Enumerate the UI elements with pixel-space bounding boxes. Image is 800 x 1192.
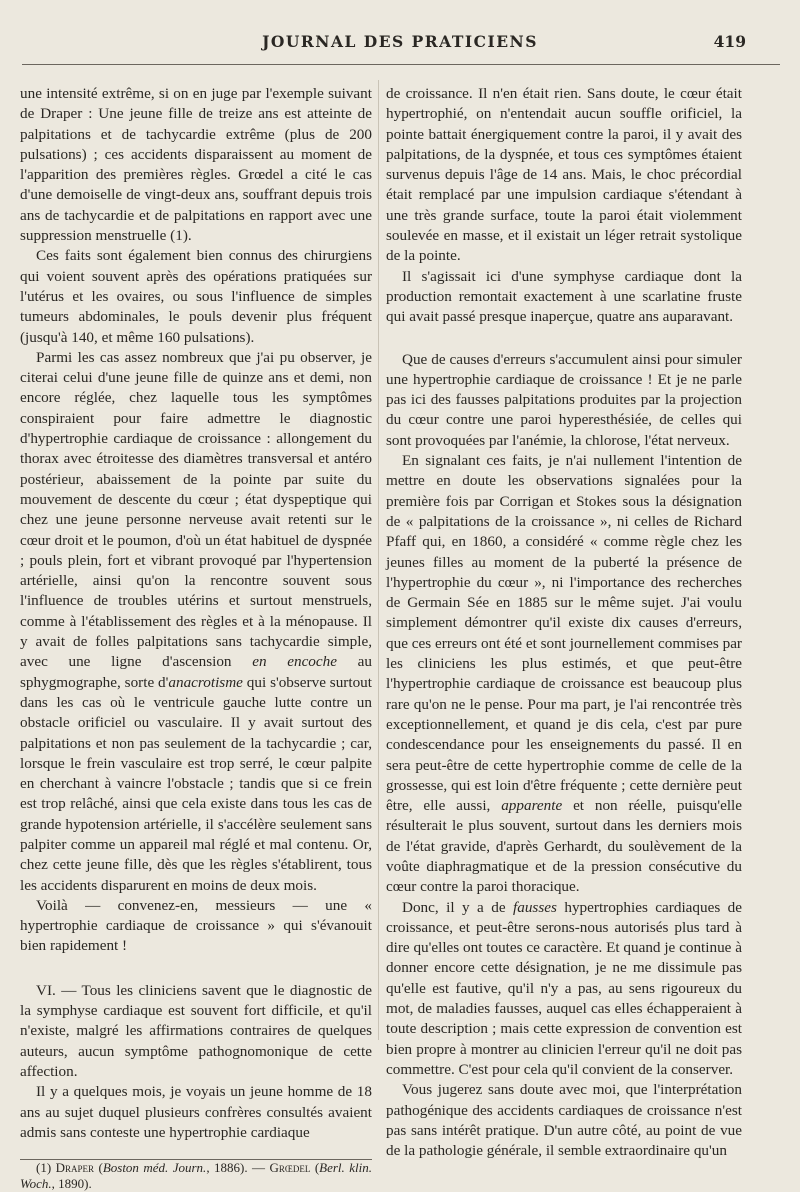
paragraph	[386, 898, 742, 1081]
footnote-author: Draper	[55, 1160, 95, 1176]
paragraph: Voilà — convenez-en, messieurs — une « hypertrophie cardiaque de croissance » qui s'évanouit bien rapidement !	[20, 896, 372, 955]
paragraph: Il s'agissait ici d'une symphyse cardiaque dont la production remontait exactement à une scarlatine fruste qui avait passé presque inaperçue, quatre ans auparavant.	[386, 267, 742, 326]
section-paragraph: VI. — Tous les cliniciens savent que le diagnostic de la symphyse cardiaque est souvent fort difficile, et qu'il n'existe, malgré les affirmations contraires de quelques auteurs, aucun symptôme pathognomonique de cette affection.	[20, 981, 372, 1080]
italic-term: apparente	[501, 797, 563, 815]
paragraph: Il y a quelques mois, je voyais un jeune homme de 18 ans au sujet duquel plusieurs confrères consultés avaient admis sans conteste une hypertrophie cardiaque	[20, 1083, 372, 1141]
footnote: (1) Draper (Boston méd. Journ., 1886). — Grœdel (Berl. klin. Woch., 1890).	[20, 1160, 372, 1192]
right-column	[386, 84, 742, 1161]
text-run: Donc, il y a de	[402, 898, 506, 916]
header-rule	[22, 64, 780, 65]
paragraph	[20, 348, 372, 896]
page-number: 419	[713, 32, 746, 51]
italic-term: fausses	[513, 898, 557, 916]
paragraph: Ces faits sont également bien connus des chirurgiens qui voient souvent après des opérations pratiquées sur l'utérus et les ovaires, ou sous l'influence de simples tumeurs abdominales, le pouls devenir plus fréquent (jusqu'à 140, et même 160 pulsations).	[20, 247, 372, 346]
footnote-source: Boston méd. Journ.	[102, 1160, 207, 1176]
text-run: et non réelle, puisqu'elle résulterait le plus souvent, surtout dans les derniers mois de l'état gravide, d'après Gerhardt, du soulèvement de la voûte diaphragmatique et de la pression consécutive du cœur contre la paroi thoracique.	[386, 797, 743, 896]
text-run: hypertrophies cardiaques de croissance, et peut-être serons-nous autorisés plus tard à dire qu'elles ont toutes ce caractère. Et quand je continue à donner encore cette désignation, je ne me dissimule pas qu'elle est fautive, qu'il n'y a pas, au sens rigoureux du mot, de maladies fausses, auquel cas elles échapperaient à toute description ; mais cette expression de convention est bien propre à montrer au clinicien l'erreur qu'il ne doit pas commettre. C'est pour cela qu'il convient de la conserver.	[386, 898, 743, 1078]
text-run: En signalant ces faits, je n'ai nullement l'intention de mettre en doute les observations signalées pour la première fois par Corrigan et Stokes sous la désignation de « palpitations de la croissance », ni celles de Richard Pfaff qui, en 1860, a considéré « comme règle chez les jeunes filles au moment de la puberté la présence de l'hypertrophie du cœur », ni l'importance des recherches de Germain Sée en 1885 sur le même sujet. J'ai voulu simplement démontrer qu'il existe dix causes d'erreurs, que ces erreurs ont été et sont journellement commises par les cliniciens les plus estimés, et que peut-être l'hypertrophie cardiaque de croissance est beaucoup plus rare qu'on ne le pense. Pour ma part, je l'ai rencontrée très exceptionnellement, et quand je dis cela, c'est par pure condescendance pour les enseignements du passé. Il en sera peut-être de cette hypertrophie comme de celle de la grossesse, qui est loin d'être fréquente ; cette dernière peut être, elle aussi,	[386, 452, 742, 815]
footnote-number: (1)	[36, 1160, 52, 1176]
footnote-author: Grœdel	[269, 1160, 311, 1176]
footnote-text: , 1890).	[51, 1176, 92, 1192]
paragraph	[386, 451, 742, 898]
paragraph: une intensité extrême, si on en juge par l'exemple suivant de Draper : Une jeune fille de treize ans est atteinte de palpitations et de tachycardie extrême (plus de 200 pulsations) ; ces accidents disparaissent au moment de l'apparition des premières règles. Grœdel a cité le cas d'une demoiselle de vingt-deux ans, souffrant depuis trois ans de tachycardie et de palpitations en rapport avec une suppression menstruelle (1).	[20, 85, 372, 245]
left-column	[20, 84, 372, 1192]
running-title: JOURNAL DES PRATICIENS	[262, 32, 538, 51]
paragraph: Que de causes d'erreurs s'accumulent ainsi pour simuler une hypertrophie cardiaque de croissance ! Et je ne parle pas ici des fausses palpitations produites par la projection du cœur contre une paroi hyperesthésiée, de celles qui sont provoquées par l'anémie, la chlorose, l'état nerveux.	[386, 350, 742, 449]
page-header	[24, 32, 776, 54]
italic-term: en encoche	[252, 653, 337, 671]
text-run: au sphygmographe, sorte d'	[20, 653, 373, 691]
text-run: Parmi les cas assez nombreux que j'ai pu observer, je citerai celui d'une jeune fille de quinze ans et demi, non encore réglée, chez laquelle tous les symptômes conspiraient pour faire admettre le diagnostic d'hypertrophie cardiaque de croissance : allongement du thorax avec étroitesse des diamètres transversal et antéro postérieur, abaissement de la pointe par suite du mouvement de descente du cœur ; état dyspeptique qui chez une jeune personne nerveuse avait retenti sur le cœur droit et le poumon, d'où un état habituel de dyspnée ; pouls plein, fort et vibrant provoqué par l'hypertension artérielle, ainsi qu'on la rencontre souvent sous l'influence de troubles utérins et surtout menstruels, comme à l'établissement des règles et à la ménopause. Il y avait de folles palpitations sans tachycardie simple, avec une ligne d'ascension	[20, 348, 372, 671]
footnote-text: , 1886). —	[206, 1160, 266, 1176]
column-divider	[378, 80, 379, 1040]
paragraph: Vous jugerez sans doute avec moi, que l'interprétation pathogénique des accidents cardiaques de croissance n'est pas sans intérêt pratique. D'un autre côté, au point de vue de la pathologie générale, il semble extraordinaire qu'un	[386, 1081, 742, 1160]
italic-term: anacrotisme	[168, 673, 243, 691]
paragraph: de croissance. Il n'en était rien. Sans doute, le cœur était hypertrophié, on n'entendait aucun souffle orificiel, la pointe battait énergiquement contre la paroi, il y avait des palpitations, de la dyspnée, et tous ces symptômes étaient survenus depuis l'âge de 14 ans. Mais, le choc précordial était remplacé par une impulsion cardiaque s'étendant à une très grande surface, toute la paroi était violemment soulevée en masse, et il existait un léger retrait systolique de la pointe.	[386, 85, 742, 265]
text-run: qui s'observe surtout dans les cas où le ventricule gauche lutte contre un obstacle orificiel ou vasculaire. Il y avait surtout des palpitations et non pas seulement de la tachycardie ; car, lorsque le frein vasculaire est trop serré, le cœur palpite en cherchant à vaincre l'obstacle ; tandis que si ce frein est trop relâché, ainsi que cela existe dans tous les cas de grande hypotension artérielle, il s'accélère seulement sans palpiter comme un appareil mal réglé et mal contenu. Or, chez cette jeune fille, dès que les règles s'établirent, tous les accidents disparurent en moins de deux mois.	[20, 673, 372, 894]
footnote-source: Berl. klin. Woch.	[20, 1160, 372, 1192]
